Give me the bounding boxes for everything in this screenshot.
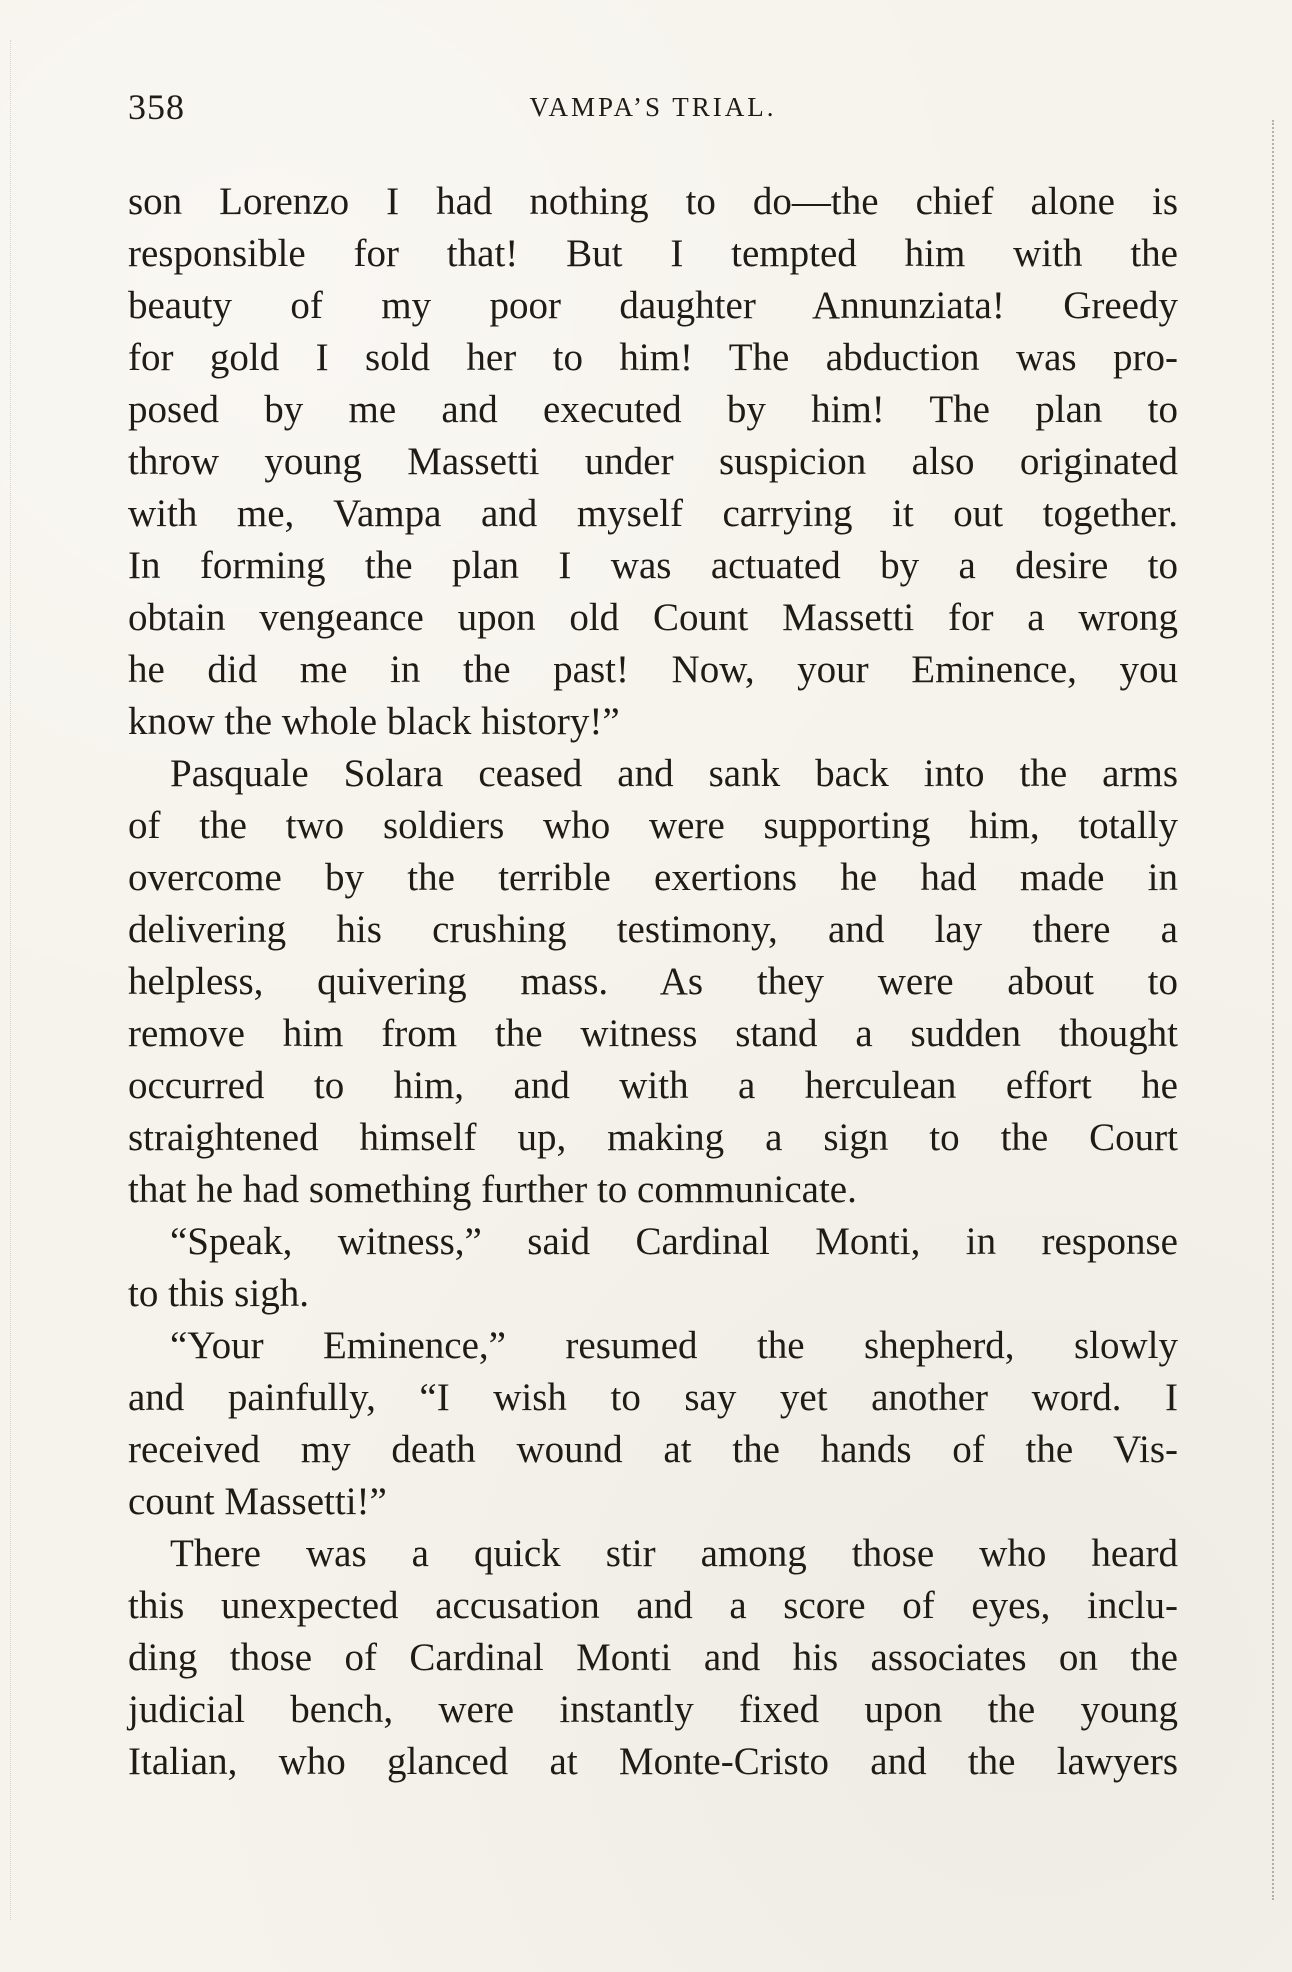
text-line: that he had something further to communicate. bbox=[128, 1168, 857, 1211]
text-line: obtain vengeance upon old Count Massetti for a wrong bbox=[128, 596, 1178, 639]
text-line: judicial bench, were instantly fixed upon the young bbox=[128, 1688, 1178, 1731]
text-line: overcome by the terrible exertions he had made in bbox=[128, 856, 1178, 899]
text-line: responsible for that! But I tempted him with the bbox=[128, 232, 1178, 275]
text-line: ding those of Cardinal Monti and his associates on the bbox=[128, 1636, 1178, 1679]
text-line: occurred to him, and with a herculean effort he bbox=[128, 1064, 1178, 1107]
page-left-edge bbox=[10, 40, 14, 1920]
running-title: VAMPA’S TRIAL. bbox=[529, 92, 777, 122]
text-line: Pasquale Solara ceased and sank back into the arms bbox=[170, 752, 1178, 795]
text-line: posed by me and executed by him! The plan to bbox=[128, 388, 1178, 431]
text-line: of the two soldiers who were supporting him, totally bbox=[128, 804, 1178, 847]
text-line: In forming the plan I was actuated by a desire to bbox=[128, 544, 1178, 587]
text-line: delivering his crushing testimony, and lay there a bbox=[128, 908, 1178, 951]
text-line: throw young Massetti under suspicion also originated bbox=[128, 440, 1178, 483]
text-line: for gold I sold her to him! The abduction was pro- bbox=[128, 336, 1178, 379]
body-text bbox=[128, 176, 1178, 1788]
text-line: to this sigh. bbox=[128, 1272, 309, 1315]
page-number: 358 bbox=[128, 87, 185, 127]
text-line: this unexpected accusation and a score of eyes, inclu- bbox=[128, 1584, 1178, 1627]
text-line: “Your Eminence,” resumed the shepherd, slowly bbox=[170, 1324, 1178, 1367]
text-line: helpless, quivering mass. As they were about to bbox=[128, 960, 1178, 1003]
page-header bbox=[128, 86, 1178, 146]
text-line: beauty of my poor daughter Annunziata! Greedy bbox=[128, 284, 1178, 327]
text-line: know the whole black history!” bbox=[128, 700, 620, 743]
text-line: with me, Vampa and myself carrying it out together. bbox=[128, 492, 1178, 535]
text-line: straightened himself up, making a sign to the Court bbox=[128, 1116, 1178, 1159]
text-line: received my death wound at the hands of the Vis- bbox=[128, 1428, 1178, 1471]
page-right-edge bbox=[1268, 120, 1274, 1900]
text-line: Italian, who glanced at Monte-Cristo and the lawyers bbox=[128, 1740, 1178, 1783]
text-line: son Lorenzo I had nothing to do—the chief alone is bbox=[128, 180, 1178, 223]
text-line: he did me in the past! Now, your Eminence, you bbox=[128, 648, 1178, 691]
text-line: “Speak, witness,” said Cardinal Monti, in response bbox=[170, 1220, 1178, 1263]
text-line: There was a quick stir among those who heard bbox=[170, 1532, 1178, 1575]
text-line: and painfully, “I wish to say yet another word. I bbox=[128, 1376, 1178, 1419]
text-line: remove him from the witness stand a sudden thought bbox=[128, 1012, 1178, 1055]
text-line: count Massetti!” bbox=[128, 1480, 387, 1523]
